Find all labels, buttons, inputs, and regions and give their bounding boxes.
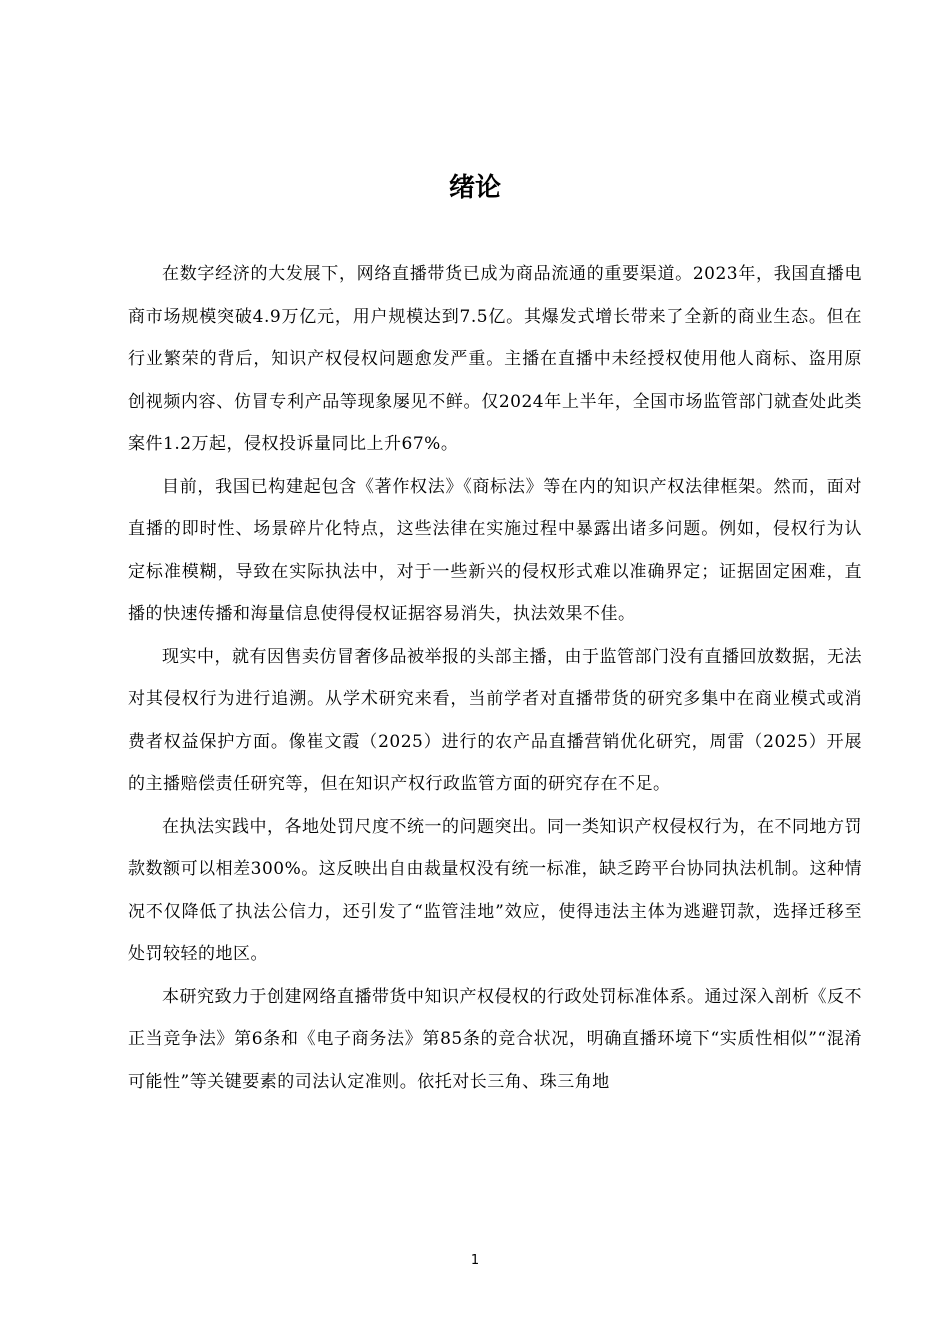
paragraph-3: 现实中，就有因售卖仿冒奢侈品被举报的头部主播，由于监管部门没有直播回放数据，无法对其侵权行为进行追溯。从学术研究来看，当前学者对直播带货的研究多集中在商业模式或消费者权益保护方面。像崔文霞（2025）进行的农产品直播营销优化研究，周雷（2025）开展的主播赔偿责任研究等，但在知识产权行政监管方面的研究存在不足。 [128, 646, 862, 794]
chapter-title: 绪论 [448, 173, 501, 203]
page-number: 1 [470, 1253, 480, 1268]
paragraph-1: 在数字经济的大发展下，网络直播带货已成为商品流通的重要渠道。2023年，我国直播电商市场规模突破4.9万亿元，用户规模达到7.5亿。其爆发式增长带来了全新的商业生态。但在行业繁荣的背后，知识产权侵权问题愈发严重。主播在直播中未经授权使用他人商标、盗用原创视频内容、仿冒专利产品等现象屡见不鲜。仅2024年上半年，全国市场监管部门就查处此类案件1.2万起，侵权投诉量同比上升67%。 [128, 264, 862, 454]
paragraph-5: 本研究致力于创建网络直播带货中知识产权侵权的行政处罚标准体系。通过深入剖析《反不正当竞争法》第6条和《电子商务法》第85条的竞合状况，明确直播环境下“实质性相似”“混淆可能性”等关键要素的司法认定准则。依托对长三角、珠三角地 [128, 986, 862, 1092]
body-text [128, 253, 862, 1103]
paragraph-4: 在执法实践中，各地处罚尺度不统一的问题突出。同一类知识产权侵权行为，在不同地方罚款数额可以相差300%。这反映出自由裁量权没有统一标准，缺乏跨平台协同执法机制。这种情况不仅降低了执法公信力，还引发了“监管洼地”效应，使得违法主体为逃避罚款，选择迁移至处罚较轻的地区。 [128, 816, 862, 964]
paragraph-2: 目前，我国已构建起包含《著作权法》《商标法》等在内的知识产权法律框架。然而，面对直播的即时性、场景碎片化特点，这些法律在实施过程中暴露出诸多问题。例如，侵权行为认定标准模糊，导致在实际执法中，对于一些新兴的侵权形式难以准确界定；证据固定困难，直播的快速传播和海量信息使得侵权证据容易消失，执法效果不佳。 [128, 476, 862, 624]
